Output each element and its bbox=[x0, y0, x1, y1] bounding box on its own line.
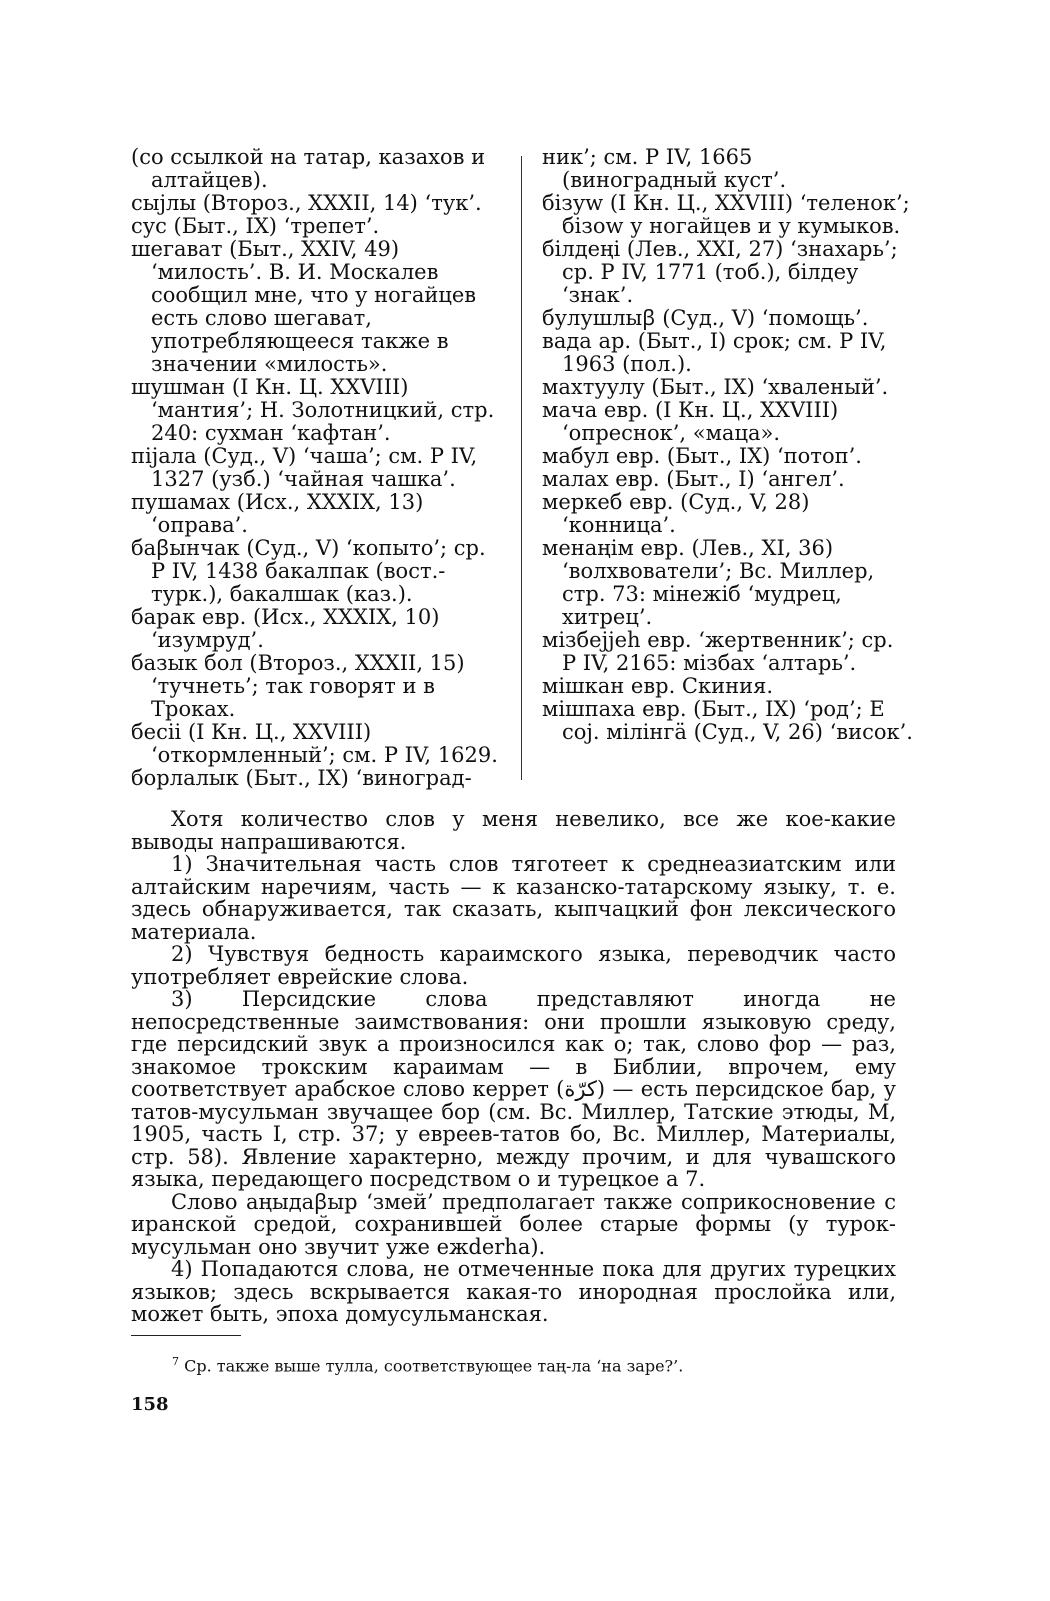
glossary-entry: бiлдеңi (Лев., XXI, 27) ‘знахарь’; ср. Р IV, 1771 (тоб.), бiлдеу ‘знак’. bbox=[542, 237, 898, 307]
footnote-rule bbox=[131, 1335, 241, 1336]
page-number: 158 bbox=[131, 1394, 169, 1415]
body-text bbox=[131, 808, 896, 1326]
glossary-entry: борлалык (Быт., IX) ‘виноград- bbox=[131, 766, 472, 790]
glossary-right-column bbox=[542, 146, 914, 744]
glossary-entry: мiшпаха евр. (Быт., IX) ‘род’; Е соj. мiлiнгä (Суд., V, 26) ‘висок’. bbox=[542, 697, 913, 744]
glossary-entry: сус (Быт., IX) ‘трепет’. bbox=[131, 214, 380, 238]
glossary-entry: мача евр. (I Кн. Ц., XXVIII) ‘опреснок’, «маца». bbox=[542, 398, 839, 445]
glossary-entry: пушамах (Исх., XXXIX, 13) ‘оправа’. bbox=[131, 490, 424, 537]
glossary-entry: базык бол (Второз., XXXII, 15) ‘тучнеть’; так говорят и в Троках. bbox=[131, 651, 465, 721]
body-paragraph: Хотя количество слов у меня невелико, все же кое-какие выводы напрашиваются. bbox=[131, 807, 896, 854]
glossary-entry: шушман (I Кн. Ц. XXVIII) ‘мантия’; Н. Золотницкий, стр. 240: сухман ‘кафтан’. bbox=[131, 375, 495, 445]
glossary-entry: мiшкан евр. Скиния. bbox=[542, 674, 774, 698]
body-paragraph: 2) Чувствуя бедность караимского языка, переводчик часто употребляет еврейские слова. bbox=[131, 942, 896, 989]
glossary-entry: бiзуw (I Кн. Ц., XXVIII) ‘теленок’; бiзоw у ногайцев и у кумыков. bbox=[542, 191, 910, 238]
column-divider bbox=[521, 156, 522, 780]
body-paragraph: 1) Значительная часть слов тяготеет к среднеазиатским или алтайским наречиям, часть — к казанско-татарскому языку, т. е. здесь обнаруживается, так сказать, кыпчацкий фон лексического материала. bbox=[131, 852, 896, 944]
glossary-entry: булушлыꞵ (Суд., V) ‘помощь’. bbox=[542, 306, 869, 330]
glossary-entry: меркеб евр. (Суд., V, 28) ‘конница’. bbox=[542, 490, 810, 537]
glossary-entry: мiзбејјеh евр. ‘жертвенник’; ср. Р IV, 2165: мiзбах ‘алтарь’. bbox=[542, 628, 894, 675]
glossary-entry: барак евр. (Исх., XXXIX, 10) ‘изумруд’. bbox=[131, 605, 440, 652]
glossary-left-column bbox=[131, 146, 499, 790]
glossary-entry: баꞵынчак (Суд., V) ‘копыто’; ср. Р IV, 1438 бакалпак (вост.-турк.), бакалшак (каз.). bbox=[131, 536, 486, 606]
glossary-entry: шегават (Быт., XXIV, 49) ‘милость’. В. И. Москалев сообщил мне, что у ногайцев есть слово шегават, употребляющееся также в значении «милость». bbox=[131, 237, 477, 376]
glossary-entry: ник’; см. Р IV, 1665 (виноградный куст’. bbox=[542, 145, 787, 192]
glossary-entry: малах евр. (Быт., I) ‘ангел’. bbox=[542, 467, 845, 491]
glossary-entry: менаңiм евр. (Лев., XI, 36) ‘волхвователи’; Вс. Миллер, стр. 73: мiнежiб ‘мудрец, хитрец’. bbox=[542, 536, 875, 629]
glossary-entry: бесiі (I Кн. Ц., XXVIII) ‘откормленный’; см. Р IV, 1629. bbox=[131, 720, 498, 767]
footnote-text: Ср. также выше тулла, соответствующее таң-ла ‘на заре?’. bbox=[184, 1356, 684, 1376]
body-paragraph: 4) Попадаются слова, не отмеченные пока для других турецких языков; здесь вскрывается какая-то инородная прослойка или, может быть, эпоха домусульманская. bbox=[131, 1257, 896, 1326]
body-paragraph: 3) Персидские слова представляют иногда не непосредственные заимствования: они прошли языковую среду, где персидский звук а произносился как о; так, слово фор — раз, знакомое трокским караимам — в Библии, впрочем, ему соответствует арабское слово керрет (كرّة) — есть персидское бар, у татов-мусульман звучащее бор (см. Вс. Миллер, Татские этюды, М, 1905, часть I, стр. 37; у евреев-татов бо, Вс. Миллер, Материалы, стр. 58). Явление характерно, между прочим, и для чувашского языка, передающего посредством о и турецкое а 7. bbox=[131, 987, 896, 1191]
glossary-entry: мабул евр. (Быт., IX) ‘потоп’. bbox=[542, 444, 862, 468]
body-paragraph: Слово аңыдаꞵыр ‘змей’ предполагает также соприкосновение с иранской средой, сохранившей более старые формы (у турок-мусульман оно звучит уже ежderha). bbox=[131, 1189, 896, 1259]
glossary-entry: вада ар. (Быт., I) срок; см. Р IV, 1963 (пол.). bbox=[542, 329, 887, 376]
glossary-entry: сыјлы (Второз., XXXII, 14) ‘тук’. bbox=[131, 191, 482, 215]
glossary-entry: пiјала (Суд., V) ‘чаша’; см. Р IV, 1327 (узб.) ‘чайная чашка’. bbox=[131, 444, 478, 491]
glossary-entry: махтуулу (Быт., IX) ‘хваленый’. bbox=[542, 375, 889, 399]
footnote bbox=[172, 1352, 872, 1376]
glossary-entry: (со ссылкой на татар, казахов и алтайцев). bbox=[131, 145, 486, 192]
footnote-mark: 7 bbox=[172, 1355, 179, 1368]
